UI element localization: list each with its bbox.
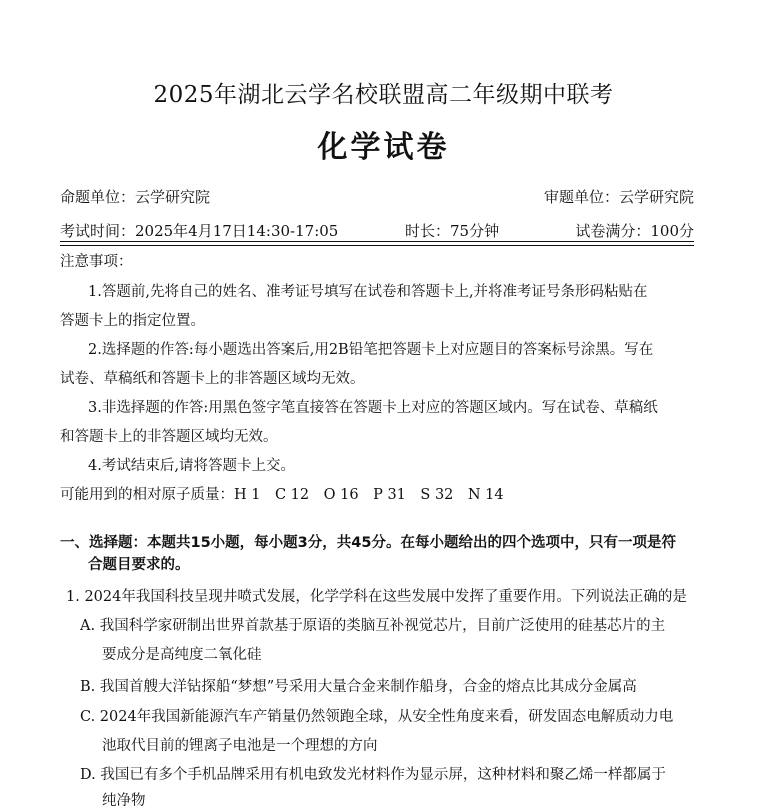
full-score: 试卷满分：100分 bbox=[575, 222, 694, 240]
setter-label: 命题单位：云学研究院 bbox=[60, 188, 211, 206]
note-2-line1: 2.选择题的作答:每小题选出答案后,用2B铅笔把答题卡上对应题目的答案标号涂黑。写在 bbox=[88, 342, 654, 358]
note-1-line2: 答题卡上的指定位置。 bbox=[60, 313, 205, 329]
section1-heading-line1: 一、选择题：本题共15小题，每小题3分，共45分。在每小题给出的四个选项中，只有一项是符 bbox=[60, 535, 676, 551]
question1-stem: 1. 2024年我国科技呈现井喷式发展，化学学科在这些发展中发挥了重要作用。下列说法正确的是 bbox=[66, 589, 687, 605]
note-1-line1: 1.答题前,先将自己的姓名、准考证号填写在试卷和答题卡上,并将准考证号条形码粘贴在 bbox=[88, 284, 648, 300]
header-rule-thin bbox=[60, 245, 694, 246]
note-3-line2: 和答题卡上的非答题区域均无效。 bbox=[60, 429, 278, 445]
option-d-line2: 纯净物 bbox=[102, 793, 146, 809]
atomic-mass-line: 可能用到的相对原子质量：H 1 C 12 O 16 P 31 S 32 N 14 bbox=[60, 487, 504, 503]
option-a-line2: 要成分是高纯度二氧化硅 bbox=[102, 647, 262, 663]
option-c-line1: C. 2024年我国新能源汽车产销量仍然领跑全球，从安全性角度来看，研发固态电解质动力电 bbox=[80, 709, 674, 725]
section1-heading-line2: 合题目要求的。 bbox=[88, 557, 190, 573]
subject-title: 化学试卷 bbox=[317, 130, 450, 165]
option-a-line1: A. 我国科学家研制出世界首款基于原语的类脑互补视觉芯片，目前广泛使用的硅基芯片的主 bbox=[80, 618, 666, 634]
note-4-line1: 4.考试结束后,请将答题卡上交。 bbox=[88, 458, 295, 474]
header-rule bbox=[60, 241, 694, 242]
note-3-line1: 3.非选择题的作答:用黑色签字笔直接答在答题卡上对应的答题区域内。写在试卷、草稿纸 bbox=[88, 400, 658, 416]
reviewer-label: 审题单位：云学研究院 bbox=[543, 188, 694, 206]
option-c-line2: 池取代目前的锂离子电池是一个理想的方向 bbox=[102, 738, 378, 754]
notes-heading: 注意事项： bbox=[60, 254, 133, 270]
exam-time: 考试时间：2025年4月17日14:30-17:05 bbox=[60, 222, 339, 240]
option-d-line1: D. 我国已有多个手机品牌采用有机电致发光材料作为显示屏，这种材料和聚乙烯一样都属于 bbox=[80, 767, 666, 783]
exam-title: 2025年湖北云学名校联盟高二年级期中联考 bbox=[153, 82, 614, 108]
duration: 时长：75分钟 bbox=[405, 222, 500, 240]
note-2-line2: 试卷、草稿纸和答题卡上的非答题区域均无效。 bbox=[60, 371, 365, 387]
option-b-line1: B. 我国首艘大洋钻探船“梦想”号采用大量合金来制作船身，合金的熔点比其成分金属高 bbox=[80, 679, 637, 695]
